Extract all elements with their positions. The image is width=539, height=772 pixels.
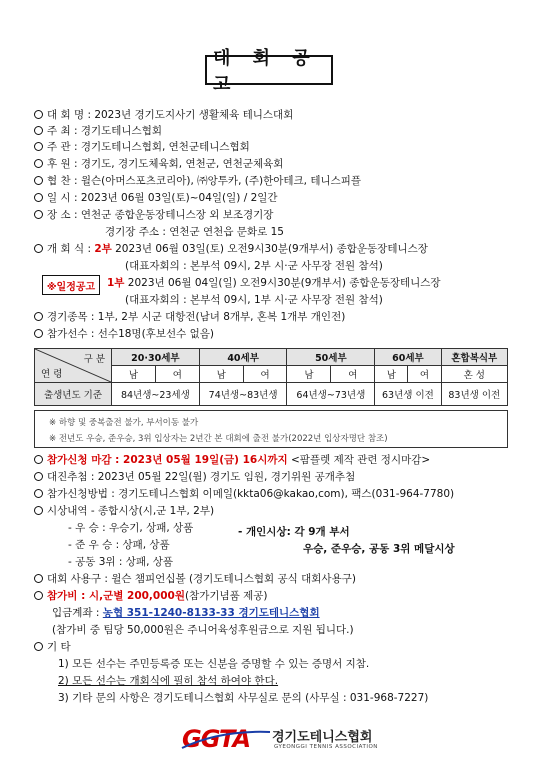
bullet-icon <box>34 244 43 253</box>
draw-info: 대진추첨 : 2023년 05월 22일(월) 경기도 임원, 경기위원 공개추첨 <box>34 470 355 484</box>
bullet-icon <box>34 176 43 185</box>
event-categories: 경기종목 : 1부, 2부 시군 대항전(남녀 8개부, 혼복 1개부 개인전) <box>34 310 345 324</box>
personal-award-medals: 우승, 준우승, 공동 3위 메달시상 <box>303 543 455 555</box>
bullet-icon <box>34 574 43 583</box>
table-subheader: 남 <box>199 366 243 383</box>
age-category-table <box>34 348 508 406</box>
bullet-icon <box>34 472 43 481</box>
etc-item: 2) 모든 선수는 개회식에 필히 참석 하여야 한다. <box>58 675 279 687</box>
event-host: 주 최 : 경기도테니스협회 <box>34 124 162 138</box>
logo-mark-letters: GGTA <box>182 725 251 753</box>
bullet-icon <box>34 329 43 338</box>
table-header: 20·30세부 <box>112 349 200 366</box>
table-header: 50세부 <box>287 349 375 366</box>
div2-meeting: (대표자회의 : 본부석 09시, 2부 시·군 사무장 전원 참석) <box>125 260 383 272</box>
application-method: 참가신청방법 : 경기도테니스협회 이메일(kkta06@kakao,com), 팩스(031-964-7780) <box>34 487 454 501</box>
table-cell: 84년생~23세생 <box>112 383 200 406</box>
bullet-icon <box>34 126 43 135</box>
bullet-icon <box>34 142 43 151</box>
logo-subtitle: GYEONGGI TENNIS ASSOCIATION <box>274 744 378 750</box>
table-header: 60세부 <box>375 349 441 366</box>
award-runner-up: - 준 우 승 : 상패, 상품 <box>68 539 170 551</box>
event-support: 후 원 : 경기도, 경기도체육회, 연천군, 연천군체육회 <box>34 157 283 171</box>
application-deadline: 참가신청 마감 : 2023년 05월 19일(금) 16시까지 <팜플렛 제작 관련 정시마감> <box>34 453 430 467</box>
bullet-icon <box>34 312 43 321</box>
entry-fee: 참가비 : 시,군별 200,000원(참가기념품 제공) <box>34 589 268 603</box>
bullet-icon <box>34 159 43 168</box>
table-notes <box>34 410 508 448</box>
personal-award: - 개인시상: 각 9개 부서 <box>238 526 350 538</box>
opening-ceremony-div1: 1부 2023년 06월 04일(일) 오전9시30분(9개부서) 종합운동장테니스장 <box>107 277 441 289</box>
etc-heading: 기 타 <box>34 640 71 654</box>
event-name: 대 회 명 : 2023년 경기도지사기 생활체육 테니스대회 <box>34 108 293 122</box>
bullet-icon <box>34 455 43 464</box>
table-corner-cell <box>35 349 112 383</box>
table-cell: 74년생~83년생 <box>199 383 287 406</box>
table-subheader: 여 <box>331 366 375 383</box>
opening-ceremony-div2: 개 회 식 : 2부 2023년 06월 03일(토) 오전9시30분(9개부서) 종합운동장테니스장 <box>34 242 428 256</box>
etc-item: 3) 기타 문의 사항은 경기도테니스협회 사무실로 문의 (사무실 : 031-968-7227) <box>58 692 429 704</box>
official-ball: 대회 사용구 : 윌슨 챔피언십볼 (경기도테니스협회 공식 대회사용구) <box>34 572 356 586</box>
corner-bottom-label: 연 령 <box>41 369 63 380</box>
table-subheader: 여 <box>155 366 199 383</box>
awards: 시상내역 - 종합시상(시,군 1부, 2부) <box>34 504 214 518</box>
table-subheader: 남 <box>112 366 156 383</box>
award-winner: - 우 승 : 우승기, 상패, 상품 <box>68 522 194 534</box>
event-sponsor: 협 찬 : 윌슨(아머스포츠코리아), ㈜앙투카, (주)한아테크, 테니스피플 <box>34 174 361 188</box>
etc-item: 1) 모든 선수는 주민등록증 또는 신분을 증명할 수 있는 증명서 지참. <box>58 658 370 670</box>
logo-name: 경기도테니스협회 <box>272 730 373 745</box>
bullet-icon <box>34 210 43 219</box>
table-header: 혼합복식부 <box>441 349 507 366</box>
table-subheader: 여 <box>408 366 441 383</box>
bullet-icon <box>34 193 43 202</box>
table-note: ※ 전년도 우승, 준우승, 3위 입상자는 2년간 본 대회에 출전 불가(2022년 입상자명단 참조) <box>49 434 388 444</box>
bullet-icon <box>34 489 43 498</box>
event-date: 일 시 : 2023년 06월 03일(토)~04일(일) / 2일간 <box>34 191 278 205</box>
bullet-icon <box>34 110 43 119</box>
bullet-icon <box>34 642 43 651</box>
table-subheader: 남 <box>287 366 331 383</box>
table-note: ※ 하향 및 중복출전 불가, 부서이동 불가 <box>49 418 199 428</box>
award-third: - 공동 3위 : 상패, 상품 <box>68 556 174 568</box>
table-subheader: 혼 성 <box>441 366 507 383</box>
table-row-label: 출생년도 기준 <box>35 383 112 406</box>
bullet-icon <box>34 506 43 515</box>
bullet-icon <box>34 591 43 600</box>
event-players: 참가선수 : 선수18명(후보선수 없음) <box>34 327 214 341</box>
table-cell: 63년생 이전 <box>375 383 441 406</box>
event-organizer: 주 관 : 경기도테니스협회, 연천군테니스협회 <box>34 140 250 154</box>
table-subheader: 여 <box>243 366 287 383</box>
bank-account: 입금계좌 : 농협 351-1240-8133-33 경기도테니스협회 <box>52 607 320 619</box>
table-cell: 64년생~73년생 <box>287 383 375 406</box>
page-title: 대 회 공 고 <box>205 55 333 85</box>
table-cell: 83년생 이전 <box>441 383 507 406</box>
div1-meeting: (대표자회의 : 본부석 09시, 1부 시·군 사무장 전원 참석) <box>125 294 383 306</box>
corner-top-label: 구 분 <box>83 354 105 365</box>
table-header: 40세부 <box>199 349 287 366</box>
logo-swoosh-icon <box>180 726 272 754</box>
table-subheader: 남 <box>375 366 408 383</box>
event-address: 경기장 주소 : 연천군 연천읍 문화로 15 <box>105 226 284 238</box>
event-place: 장 소 : 연천군 종합운동장테니스장 외 보조경기장 <box>34 208 273 222</box>
schedule-notice-badge: ※일정공고 <box>42 275 100 295</box>
fee-usage: (참가비 중 팀당 50,000원은 주니어육성후원금으로 지원 됩니다.) <box>52 624 354 636</box>
